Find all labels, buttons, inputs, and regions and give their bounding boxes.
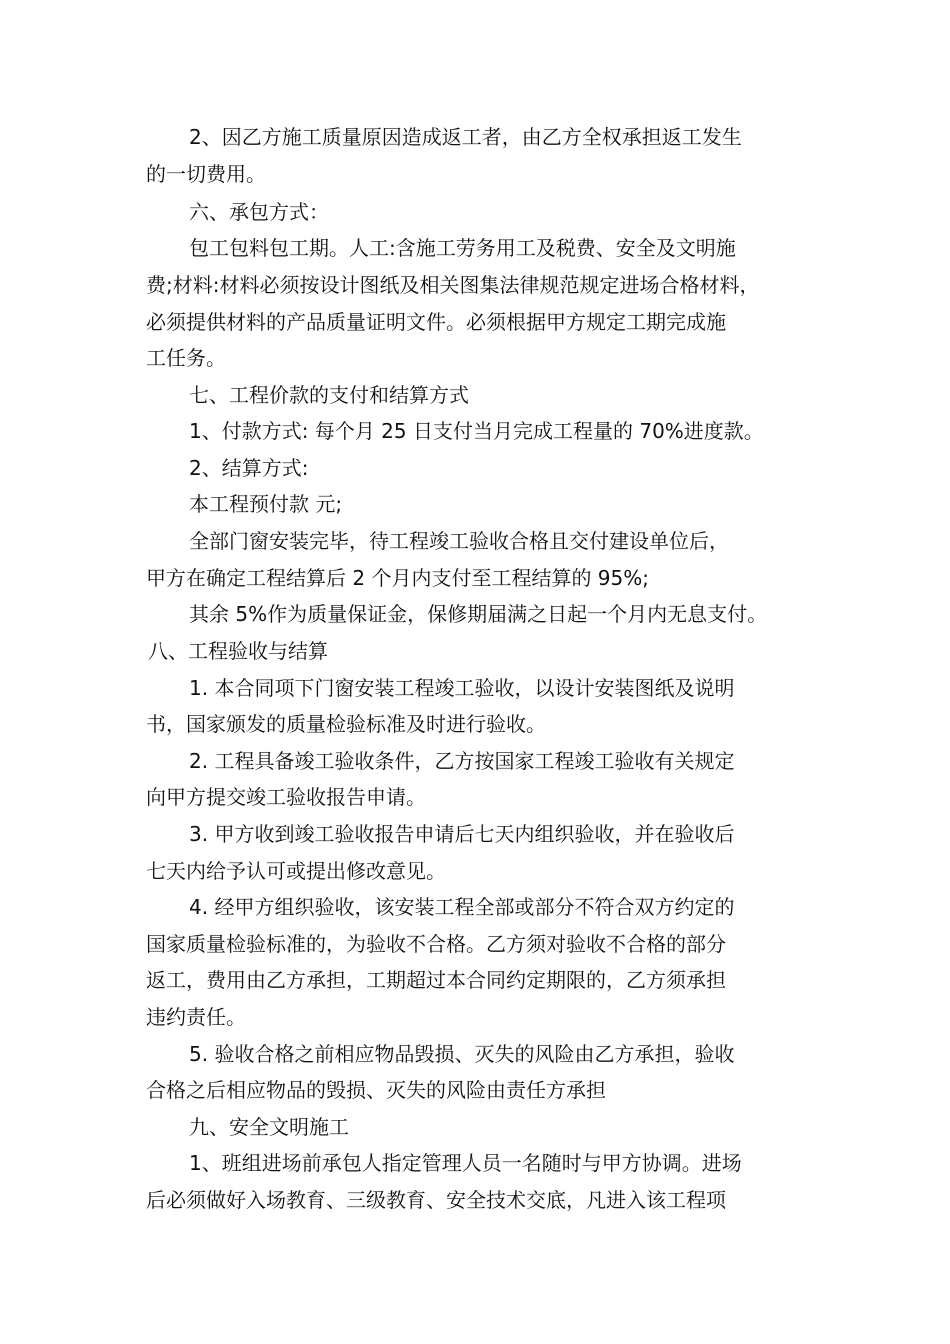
paragraph-line: 国家质量检验标准的，为验收不合格。乙方须对验收不合格的部分 xyxy=(146,932,726,956)
paragraph-line: 七天内给予认可或提出修改意见。 xyxy=(146,859,446,883)
paragraph-line: 书，国家颁发的质量检验标准及时进行验收。 xyxy=(146,712,546,736)
paragraph-line: 1. 本合同项下门窗安装工程竣工验收，以设计安装图纸及说明 xyxy=(189,676,735,700)
paragraph-line: 后必须做好入场教育、三级教育、安全技术交底，凡进入该工程项 xyxy=(146,1188,726,1212)
section-heading: 七、工程价款的支付和结算方式 xyxy=(189,383,469,407)
paragraph-line: 必须提供材料的产品质量证明文件。必须根据甲方规定工期完成施 xyxy=(146,310,726,334)
paragraph-line: 4. 经甲方组织验收，该安装工程全部或部分不符合双方约定的 xyxy=(189,895,735,919)
paragraph-line: 合格之后相应物品的毁损、灭失的风险由责任方承担 xyxy=(146,1078,606,1102)
paragraph-line: 1、班组进场前承包人指定管理人员一名随时与甲方协调。进场 xyxy=(189,1151,742,1175)
paragraph-line: 5. 验收合格之前相应物品毁损、灭失的风险由乙方承担，验收 xyxy=(189,1042,735,1066)
paragraph-line: 2. 工程具备竣工验收条件，乙方按国家工程竣工验收有关规定 xyxy=(189,749,735,773)
paragraph-line: 向甲方提交竣工验收报告申请。 xyxy=(146,785,426,809)
paragraph-line: 费;材料:材料必须按设计图纸及相关图集法律规范规定进场合格材料， xyxy=(146,273,760,297)
paragraph-line: 2、因乙方施工质量原因造成返工者，由乙方全权承担返工发生 xyxy=(189,125,742,149)
paragraph-line: 工任务。 xyxy=(146,346,226,370)
paragraph-line: 2、结算方式: xyxy=(189,456,309,480)
section-heading: 八、工程验收与结算 xyxy=(148,639,328,663)
paragraph-line: 返工，费用由乙方承担，工期超过本合同约定期限的，乙方须承担 xyxy=(146,968,726,992)
paragraph-line: 3. 甲方收到竣工验收报告申请后七天内组织验收，并在验收后 xyxy=(189,822,735,846)
paragraph-line: 1、付款方式: 每个月 25 日支付当月完成工程量的 70%进度款。 xyxy=(189,419,764,443)
paragraph-line: 的一切费用。 xyxy=(146,162,266,186)
paragraph-line: 包工包料包工期。人工:含施工劳务用工及税费、安全及文明施 xyxy=(189,236,736,260)
paragraph-line: 甲方在确定工程结算后 2 个月内支付至工程结算的 95%; xyxy=(146,566,649,590)
paragraph-line: 违约责任。 xyxy=(146,1005,246,1029)
paragraph-line: 本工程预付款 元; xyxy=(189,492,343,516)
section-heading: 六、承包方式： xyxy=(189,200,329,224)
paragraph-line: 其余 5%作为质量保证金，保修期届满之日起一个月内无息支付。 xyxy=(189,602,768,626)
paragraph-line: 全部门窗安装完毕，待工程竣工验收合格且交付建设单位后， xyxy=(189,529,729,553)
section-heading: 九、安全文明施工 xyxy=(189,1115,349,1139)
